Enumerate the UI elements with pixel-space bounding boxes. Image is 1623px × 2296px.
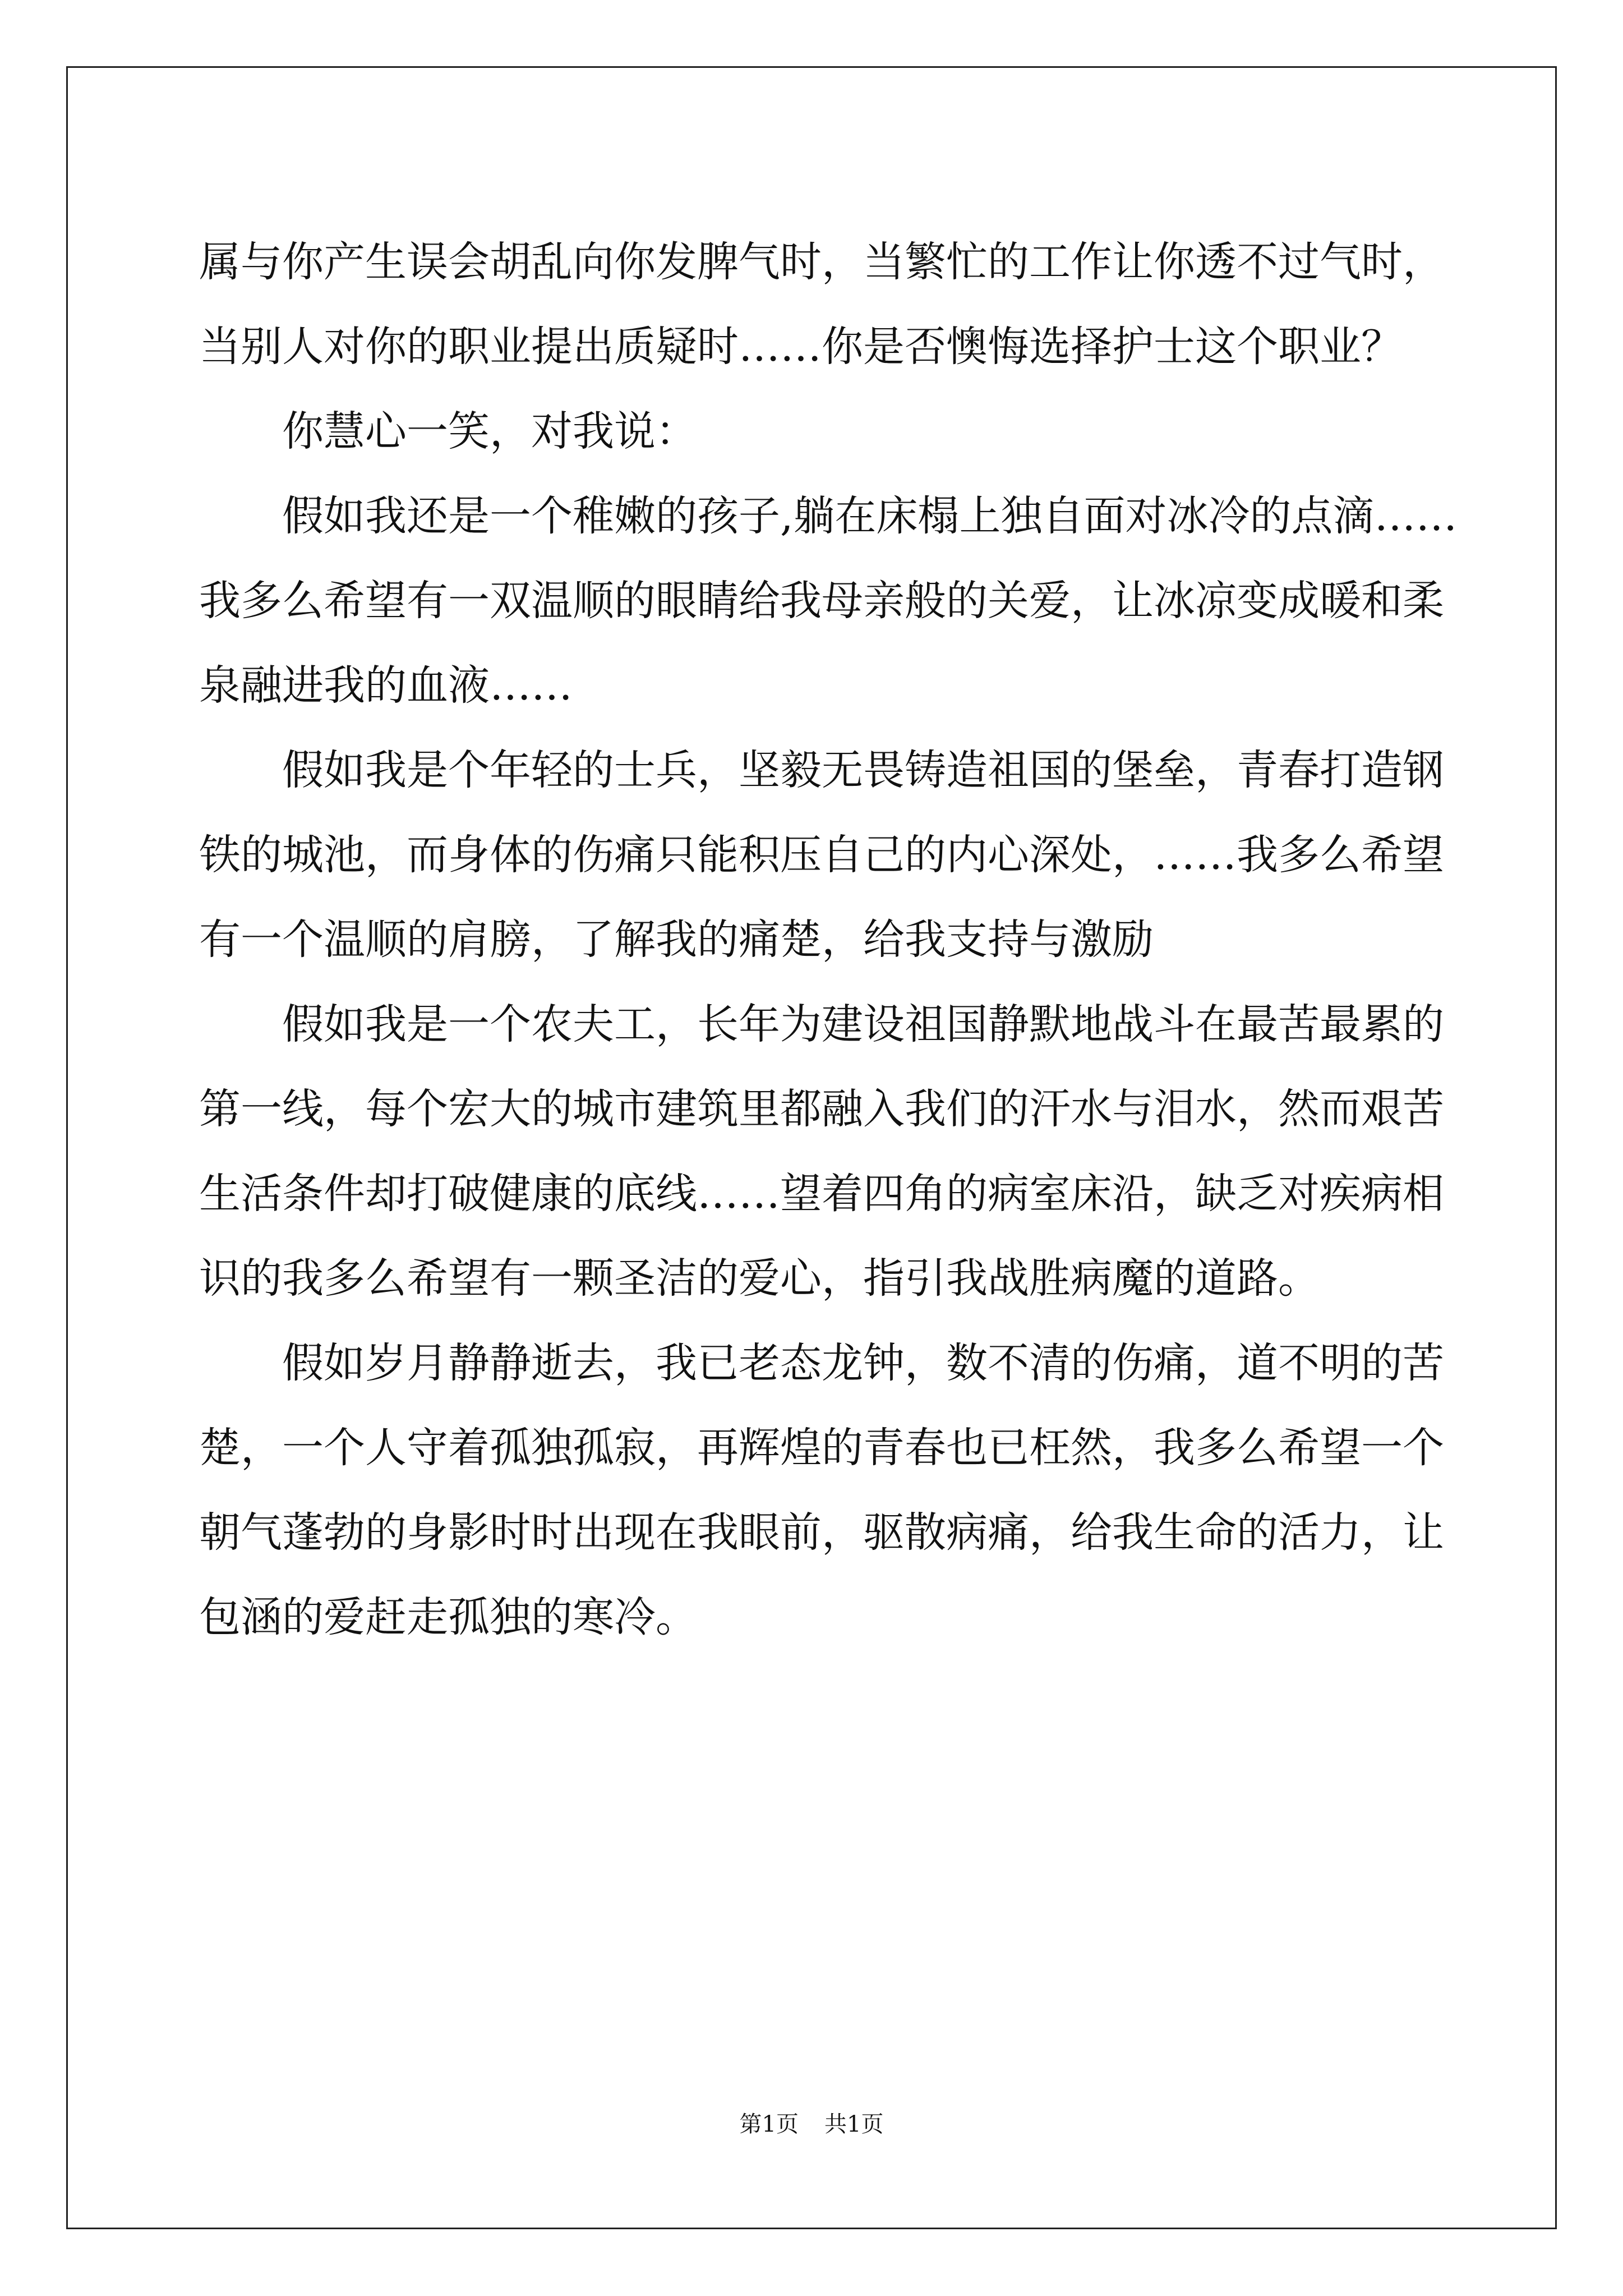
text-line: 泉融进我的血液…… bbox=[199, 661, 573, 710]
text-line: 铁的城池，而身体的伤痛只能积压自己的内心深处，……我多么希望 bbox=[199, 831, 1444, 879]
paragraph-first-line: 假如岁月静静逝去，我已老态龙钟，数不清的伤痛，道不明的苦 bbox=[282, 1339, 1444, 1387]
text-line: 识的我多么希望有一颗圣洁的爱心，指引我战胜病魔的道路。 bbox=[199, 1254, 1320, 1303]
text-line: 我多么希望有一双温顺的眼睛给我母亲般的关爱，让冰凉变成暖和柔 bbox=[199, 577, 1444, 625]
page-number: 第1页 bbox=[739, 2111, 799, 2137]
text-line: 生活条件却打破健康的底线……望着四角的病室床沿，缺乏对疾病相 bbox=[199, 1170, 1444, 1218]
text-line: 属与你产生误会胡乱向你发脾气时，当繁忙的工作让你透不过气时， bbox=[199, 238, 1444, 286]
text-line: 朝气蓬勃的身影时时出现在我眼前，驱散病痛，给我生命的活力，让 bbox=[199, 1508, 1444, 1557]
page-footer bbox=[0, 2110, 1623, 2138]
text-line: 有一个温顺的肩膀，了解我的痛楚，给我支持与激励 bbox=[199, 915, 1154, 964]
paragraph-first-line: 你慧心一笑，对我说： bbox=[282, 407, 697, 455]
text-line: 包涵的爱赶走孤独的寒冷。 bbox=[199, 1593, 697, 1641]
paragraph-first-line: 假如我还是一个稚嫩的孩子,躺在床榻上独自面对冰冷的点滴…… bbox=[282, 492, 1458, 540]
document-body bbox=[199, 220, 1458, 1660]
paragraph-first-line: 假如我是一个农夫工，长年为建设祖国静默地战斗在最苦最累的 bbox=[282, 1000, 1444, 1048]
text-line: 第一线，每个宏大的城市建筑里都融入我们的汗水与泪水，然而艰苦 bbox=[199, 1085, 1444, 1133]
text-line: 楚，一个人守着孤独孤寂，再辉煌的青春也已枉然，我多么希望一个 bbox=[199, 1424, 1444, 1472]
text-line: 当别人对你的职业提出质疑时……你是否懊悔选择护士这个职业？ bbox=[199, 323, 1403, 371]
paragraph-first-line: 假如我是个年轻的士兵，坚毅无畏铸造祖国的堡垒，青春打造钢 bbox=[282, 746, 1444, 794]
page-total: 共1页 bbox=[824, 2111, 884, 2137]
